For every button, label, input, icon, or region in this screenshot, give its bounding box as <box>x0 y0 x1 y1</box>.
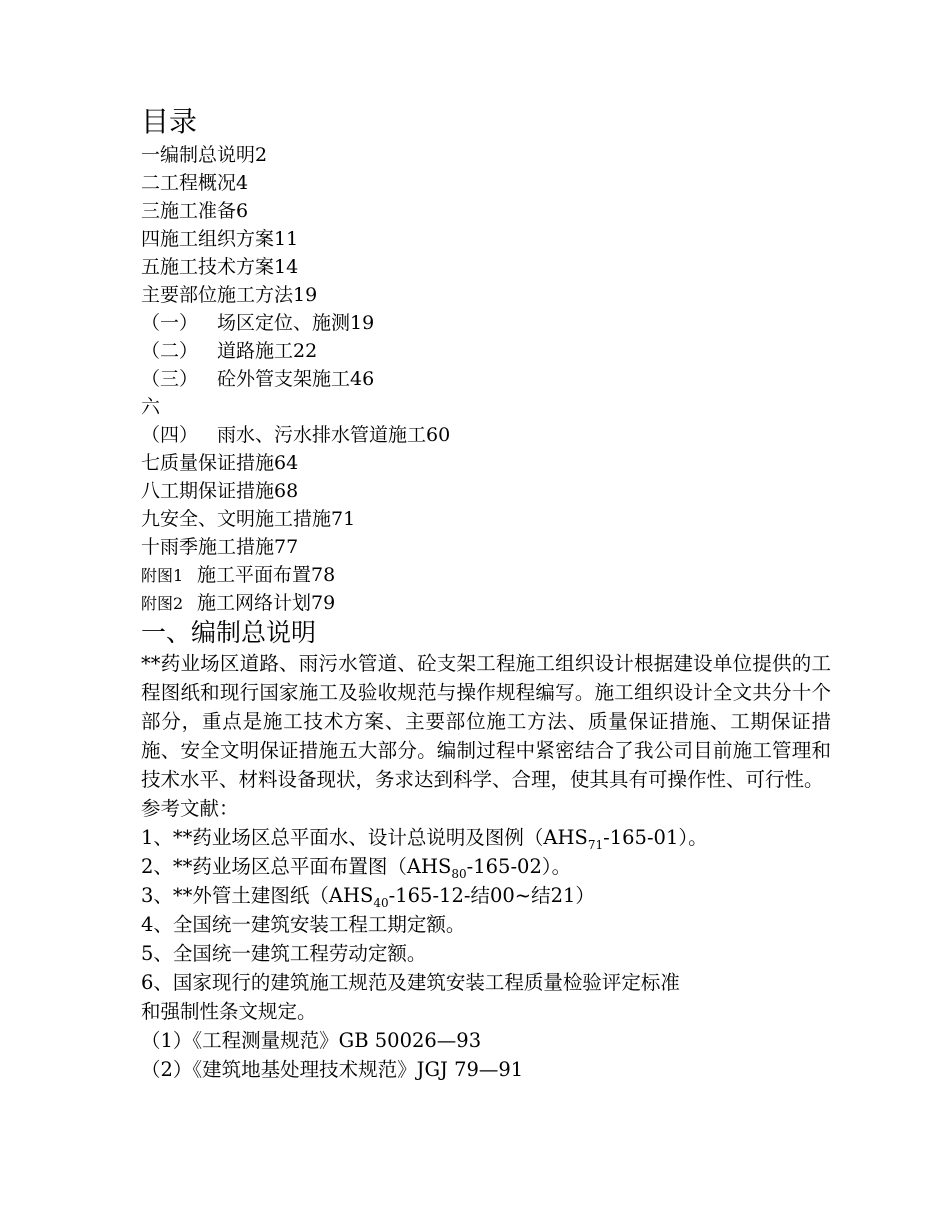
toc-figure-item <box>141 589 831 617</box>
toc-item-text: 施工网络计划79 <box>197 592 336 614</box>
toc-item-text: 五施工技术方案14 <box>141 256 299 278</box>
toc-item-text: 六 <box>141 396 161 418</box>
reference-item: 3、**外管土建图纸（$AHS_{40}-165-12-$结00~结21） <box>141 884 595 910</box>
toc-item <box>141 141 831 169</box>
toc-subitem <box>141 421 831 449</box>
toc-item-text: 二工程概况4 <box>141 172 249 194</box>
toc-item <box>141 477 831 505</box>
reference-item: 1、**药业场区总平面水、设计总说明及图例$(AHS_{71}-165-01)$。 <box>141 826 708 852</box>
toc-item-number: （三） <box>141 368 199 390</box>
toc-item <box>141 281 831 309</box>
toc-item <box>141 449 831 477</box>
toc-item <box>141 225 831 253</box>
toc-figure-label: 附图2 <box>141 594 184 613</box>
reference-item: 5、全国统一建筑工程劳动定额。 <box>141 942 427 965</box>
toc-item-text: 九安全、文明施工措施71 <box>141 508 356 530</box>
toc-item <box>141 253 831 281</box>
toc-figure-label: 附图1 <box>141 566 184 585</box>
standard-item: （1）《工程测量规范》GB 50026—93 <box>141 1029 482 1052</box>
toc-item-number: （二） <box>141 340 199 362</box>
toc-item-text: 八工期保证措施68 <box>141 480 299 502</box>
reference-item: 2、**药业场区总平面布置图$(AHS_{80}-165-02)$。 <box>141 855 572 881</box>
toc-subitem <box>141 365 831 393</box>
toc-item <box>141 505 831 533</box>
toc-item <box>141 533 831 561</box>
standard-item: （2）《建筑地基处理技术规范》JGJ 79—91 <box>141 1058 524 1081</box>
reference-item: 4、全国统一建筑安装工程工期定额。 <box>141 913 466 936</box>
toc-item-number: （一） <box>141 312 199 334</box>
toc-item-text: 施工平面布置78 <box>197 564 336 586</box>
reference-item: 6、国家现行的建筑施工规范及建筑安装工程质量检验评定标准 <box>141 971 680 994</box>
section-title: 一、编制总说明 <box>141 618 317 647</box>
toc-title: 目录 <box>141 105 198 138</box>
references-label: 参考文献： <box>141 797 239 820</box>
toc-item-text: 道路施工22 <box>217 340 318 362</box>
document-page <box>141 103 831 1084</box>
toc-figure-item <box>141 561 831 589</box>
toc-item-text: 四施工组织方案11 <box>141 228 299 250</box>
toc-item-text: 一编制总说明2 <box>141 144 268 166</box>
toc-subitem <box>141 337 831 365</box>
toc-item-text: 七质量保证措施64 <box>141 452 299 474</box>
toc-subitem <box>141 309 831 337</box>
intro-paragraph: **药业场区道路、雨污水管道、砼支架工程施工组织设计根据建设单位提供的工程图纸和现行国家施工及验收规范与操作规程编写。施工组织设计全文共分十个部分，重点是施工技术方案、主要部位施工方法、质量保证措施、工期保证措施、安全文明保证措施五大部分。编制过程中紧密结合了我公司目前施工管理和技术水平、材料设备现状，务求达到科学、合理，使其具有可操作性、可行性。 <box>141 652 831 791</box>
toc-item-text: 雨水、污水排水管道施工60 <box>217 424 451 446</box>
toc-item-text: 砼外管支架施工46 <box>217 368 375 390</box>
reference-item-continued: 和强制性条文规定。 <box>141 1000 317 1023</box>
toc-list <box>141 141 831 617</box>
toc-item <box>141 197 831 225</box>
toc-item <box>141 393 831 421</box>
toc-item-text: 主要部位施工方法19 <box>141 284 318 306</box>
toc-item-text: 场区定位、施测19 <box>217 312 375 334</box>
toc-item <box>141 169 831 197</box>
toc-item-number: （四） <box>141 424 199 446</box>
toc-item-text: 十雨季施工措施77 <box>141 536 299 558</box>
toc-item-text: 三施工准备6 <box>141 200 249 222</box>
